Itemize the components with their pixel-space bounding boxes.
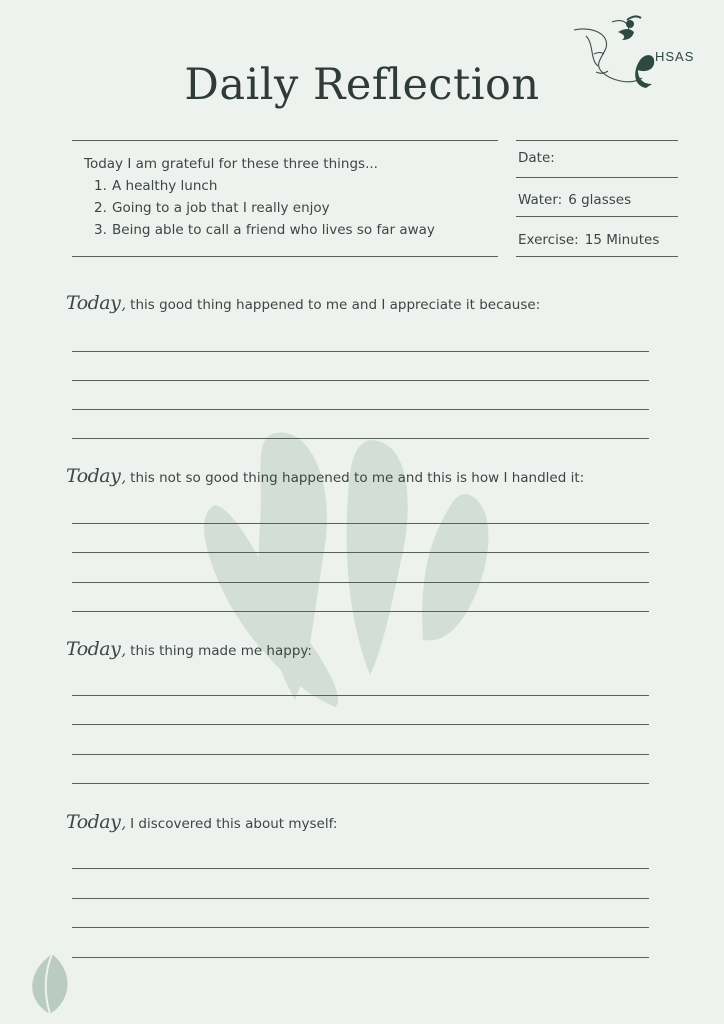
writing-line[interactable] [72,351,649,352]
list-number: 3. [94,222,107,238]
today-script: Today [66,465,121,487]
logo-wordmark: HSAS [655,49,695,64]
writing-line[interactable] [72,552,649,553]
divider [72,140,498,141]
list-text: Being able to call a friend who lives so far away [112,222,435,238]
list-text: A healthy lunch [112,178,218,194]
writing-line[interactable] [72,783,649,784]
exercise-value: 15 Minutes [584,232,660,248]
divider [72,256,498,257]
writing-line[interactable] [72,582,649,583]
section-prompt: Today, this thing made me happy: [66,638,312,660]
section-prompt: Today, this not so good thing happened to me and this is how I handled it: [66,465,585,487]
today-script: Today [66,638,121,660]
today-script: Today [66,811,121,833]
writing-line[interactable] [72,380,649,381]
section-prompt: Today, I discovered this about myself: [66,811,338,833]
writing-line[interactable] [72,868,649,869]
prompt-text: I discovered this about myself: [130,816,338,832]
date-field[interactable] [518,150,561,166]
divider [516,177,678,178]
today-script: Today [66,292,121,314]
exercise-label: Exercise: [518,232,579,248]
list-item [94,178,435,200]
page-title: Daily Reflection [184,60,540,110]
corner-leaf-icon [22,950,77,1018]
list-number: 2. [94,200,107,216]
writing-line[interactable] [72,695,649,696]
writing-line[interactable] [72,898,649,899]
gratitude-intro: Today I am grateful for these three things... [84,156,378,172]
water-value: 6 glasses [568,192,632,208]
section-prompt: Today, this good thing happened to me and I appreciate it because: [66,292,541,314]
water-label: Water: [518,192,563,208]
list-text: Going to a job that I really enjoy [112,200,330,216]
prompt-text: this not so good thing happened to me and this is how I handled it: [130,470,585,486]
writing-line[interactable] [72,957,649,958]
writing-line[interactable] [72,523,649,524]
exercise-field[interactable] [518,232,659,248]
writing-line[interactable] [72,409,649,410]
writing-line[interactable] [72,927,649,928]
gratitude-list [94,178,435,244]
writing-line[interactable] [72,438,649,439]
writing-line[interactable] [72,754,649,755]
divider [516,216,678,217]
prompt-text: this thing made me happy: [130,643,312,659]
prompt-text: this good thing happened to me and I appreciate it because: [130,297,541,313]
divider [516,256,678,257]
leaf-watermark-icon [195,415,505,715]
water-field[interactable] [518,192,631,208]
writing-line[interactable] [72,611,649,612]
date-label: Date: [518,150,555,166]
list-number: 1. [94,178,107,194]
writing-line[interactable] [72,724,649,725]
divider [516,140,678,141]
list-item [94,200,435,222]
list-item [94,222,435,244]
